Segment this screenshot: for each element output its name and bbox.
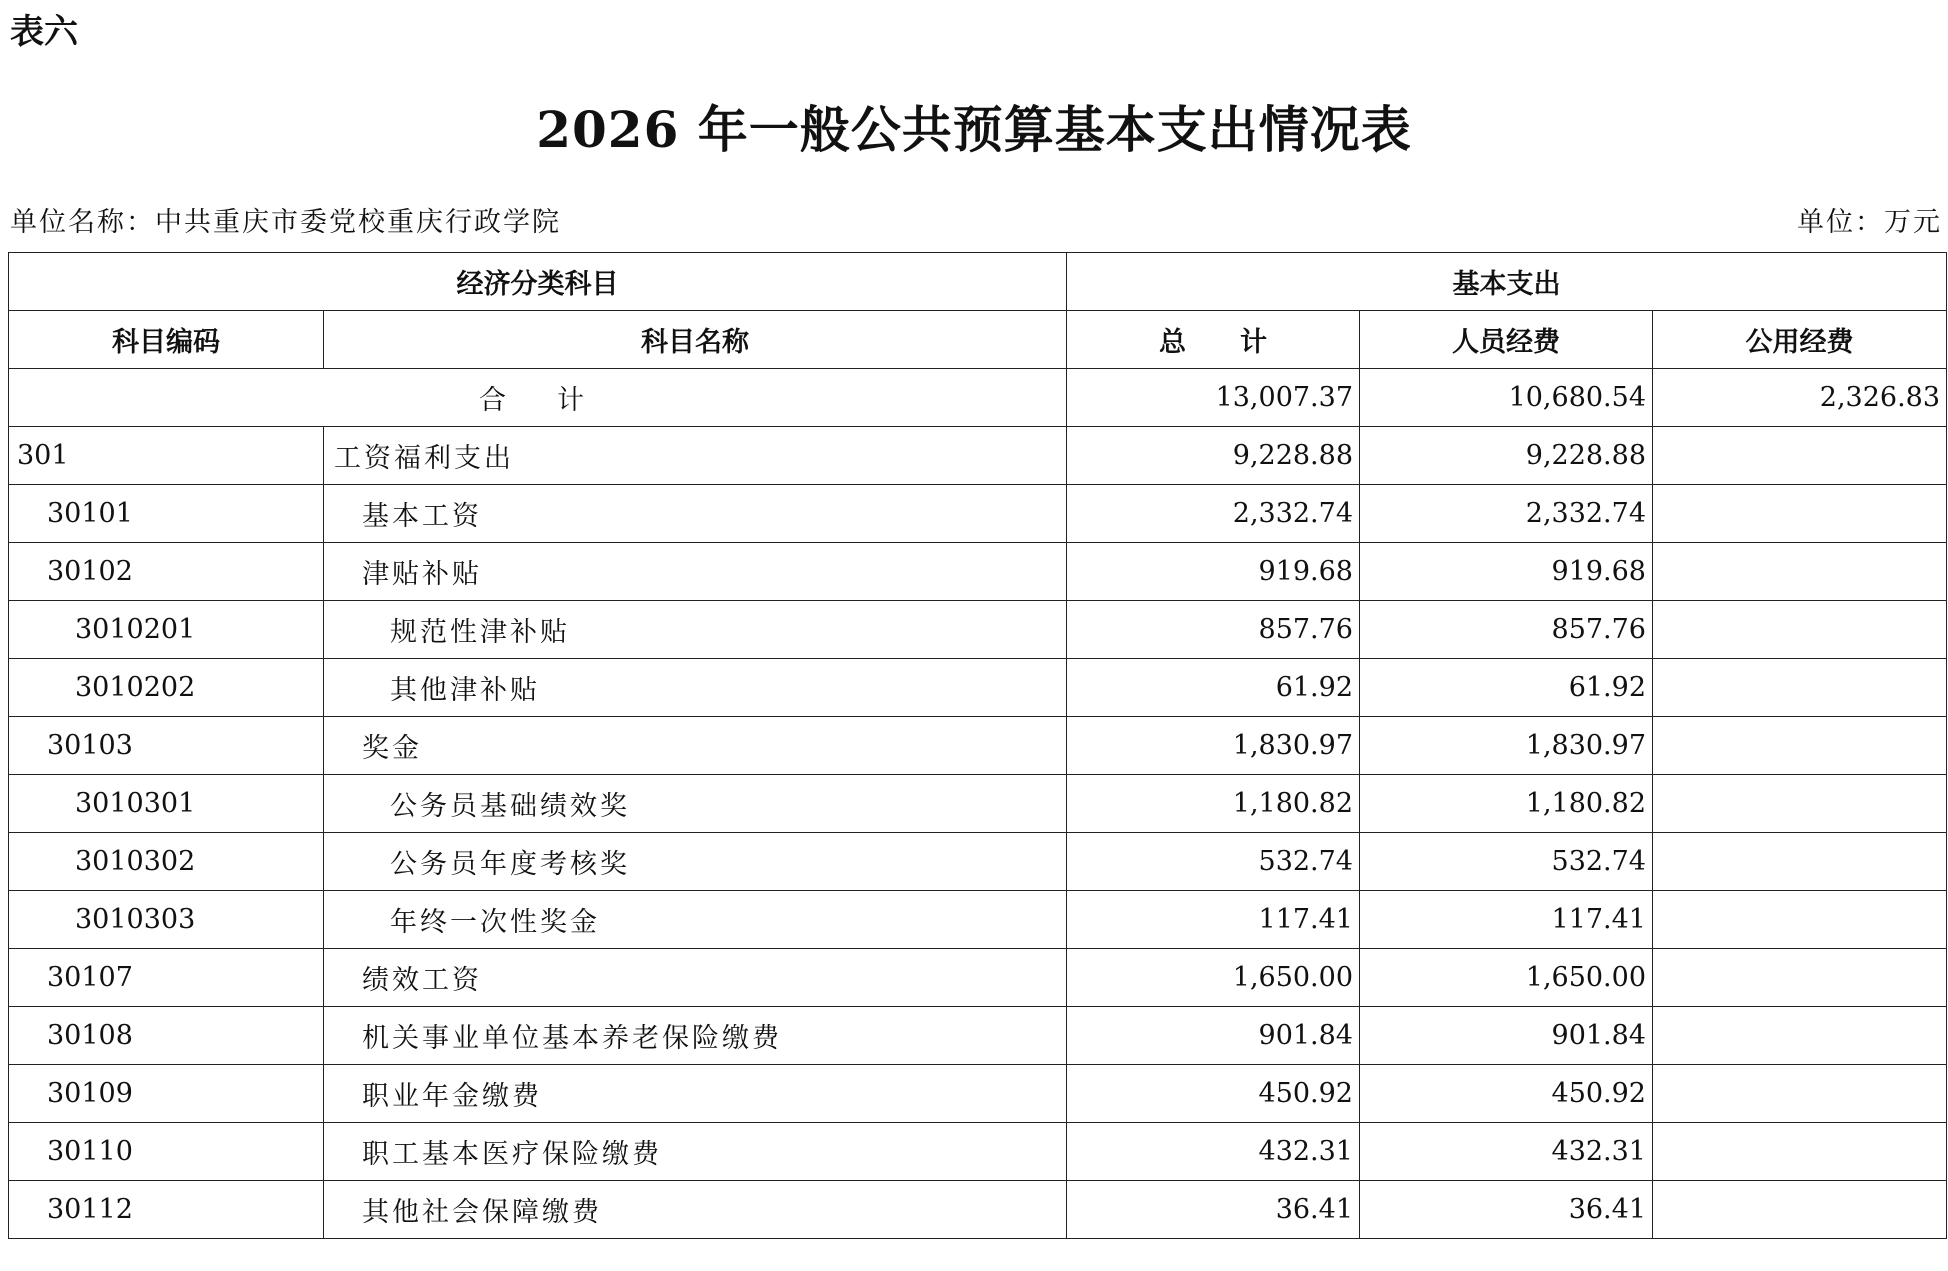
cell-name: 其他社会保障缴费 — [324, 1181, 1067, 1239]
cell-name: 津贴补贴 — [324, 543, 1067, 601]
cell-public — [1653, 1181, 1947, 1239]
table-row — [9, 833, 1947, 891]
cell-total: 117.41 — [1067, 891, 1360, 949]
total-personnel: 10,680.54 — [1360, 369, 1653, 427]
header-name: 科目名称 — [324, 311, 1067, 369]
cell-code: 3010201 — [9, 601, 324, 659]
cell-total: 432.31 — [1067, 1123, 1360, 1181]
cell-public — [1653, 601, 1947, 659]
table-row — [9, 1181, 1947, 1239]
cell-personnel: 1,180.82 — [1360, 775, 1653, 833]
header-column-row — [9, 311, 1947, 369]
header-economic-class: 经济分类科目 — [9, 253, 1067, 311]
cell-code: 30107 — [9, 949, 324, 1007]
cell-total: 1,180.82 — [1067, 775, 1360, 833]
header-total: 总 计 — [1067, 311, 1360, 369]
table-row — [9, 485, 1947, 543]
cell-personnel: 532.74 — [1360, 833, 1653, 891]
total-total: 13,007.37 — [1067, 369, 1360, 427]
cell-code: 3010301 — [9, 775, 324, 833]
unit-label: 单位：万元 — [1797, 207, 1942, 238]
cell-code: 30108 — [9, 1007, 324, 1065]
cell-name: 职工基本医疗保险缴费 — [324, 1123, 1067, 1181]
cell-code: 30101 — [9, 485, 324, 543]
table-row — [9, 717, 1947, 775]
cell-name: 其他津补贴 — [324, 659, 1067, 717]
cell-name: 工资福利支出 — [324, 427, 1067, 485]
table-label: 表六 — [10, 12, 78, 52]
cell-personnel: 9,228.88 — [1360, 427, 1653, 485]
cell-total: 1,650.00 — [1067, 949, 1360, 1007]
cell-public — [1653, 485, 1947, 543]
org-name: 单位名称：中共重庆市委党校重庆行政学院 — [10, 207, 561, 238]
cell-personnel: 450.92 — [1360, 1065, 1653, 1123]
header-basic-expenditure: 基本支出 — [1067, 253, 1947, 311]
cell-personnel: 2,332.74 — [1360, 485, 1653, 543]
cell-total: 857.76 — [1067, 601, 1360, 659]
cell-name: 基本工资 — [324, 485, 1067, 543]
cell-personnel: 1,830.97 — [1360, 717, 1653, 775]
cell-code: 301 — [9, 427, 324, 485]
table-row — [9, 1065, 1947, 1123]
cell-name: 机关事业单位基本养老保险缴费 — [324, 1007, 1067, 1065]
cell-personnel: 919.68 — [1360, 543, 1653, 601]
cell-name: 职业年金缴费 — [324, 1065, 1067, 1123]
cell-public — [1653, 1065, 1947, 1123]
cell-code: 30109 — [9, 1065, 324, 1123]
cell-code: 30103 — [9, 717, 324, 775]
cell-public — [1653, 427, 1947, 485]
cell-name: 绩效工资 — [324, 949, 1067, 1007]
cell-name: 规范性津补贴 — [324, 601, 1067, 659]
cell-code: 3010302 — [9, 833, 324, 891]
header-public: 公用经费 — [1653, 311, 1947, 369]
cell-public — [1653, 1123, 1947, 1181]
table-row — [9, 949, 1947, 1007]
cell-total: 61.92 — [1067, 659, 1360, 717]
budget-table — [8, 252, 1947, 1239]
cell-public — [1653, 659, 1947, 717]
cell-code: 30110 — [9, 1123, 324, 1181]
table-row — [9, 427, 1947, 485]
total-public: 2,326.83 — [1653, 369, 1947, 427]
cell-total: 450.92 — [1067, 1065, 1360, 1123]
cell-total: 532.74 — [1067, 833, 1360, 891]
cell-personnel: 61.92 — [1360, 659, 1653, 717]
cell-name: 奖金 — [324, 717, 1067, 775]
cell-personnel: 901.84 — [1360, 1007, 1653, 1065]
cell-name: 年终一次性奖金 — [324, 891, 1067, 949]
cell-public — [1653, 949, 1947, 1007]
cell-total: 901.84 — [1067, 1007, 1360, 1065]
table-row — [9, 775, 1947, 833]
table-row — [9, 891, 1947, 949]
cell-personnel: 36.41 — [1360, 1181, 1653, 1239]
table-row — [9, 659, 1947, 717]
cell-public — [1653, 891, 1947, 949]
header-personnel: 人员经费 — [1360, 311, 1653, 369]
cell-code: 30102 — [9, 543, 324, 601]
cell-public — [1653, 775, 1947, 833]
table-row — [9, 543, 1947, 601]
cell-name: 公务员基础绩效奖 — [324, 775, 1067, 833]
cell-public — [1653, 717, 1947, 775]
cell-code: 3010303 — [9, 891, 324, 949]
cell-public — [1653, 543, 1947, 601]
cell-public — [1653, 833, 1947, 891]
cell-personnel: 432.31 — [1360, 1123, 1653, 1181]
table-row — [9, 1123, 1947, 1181]
cell-total: 2,332.74 — [1067, 485, 1360, 543]
cell-public — [1653, 1007, 1947, 1065]
page-title: 2026 年一般公共预算基本支出情况表 — [536, 100, 1412, 159]
cell-code: 30112 — [9, 1181, 324, 1239]
cell-total: 1,830.97 — [1067, 717, 1360, 775]
table-row — [9, 601, 1947, 659]
table-row — [9, 1007, 1947, 1065]
cell-total: 9,228.88 — [1067, 427, 1360, 485]
cell-personnel: 857.76 — [1360, 601, 1653, 659]
cell-name: 公务员年度考核奖 — [324, 833, 1067, 891]
cell-total: 919.68 — [1067, 543, 1360, 601]
header-code: 科目编码 — [9, 311, 324, 369]
cell-total: 36.41 — [1067, 1181, 1360, 1239]
total-row — [9, 369, 1947, 427]
total-label: 合 计 — [9, 369, 1067, 427]
cell-personnel: 1,650.00 — [1360, 949, 1653, 1007]
cell-code: 3010202 — [9, 659, 324, 717]
header-group-row — [9, 253, 1947, 311]
cell-personnel: 117.41 — [1360, 891, 1653, 949]
